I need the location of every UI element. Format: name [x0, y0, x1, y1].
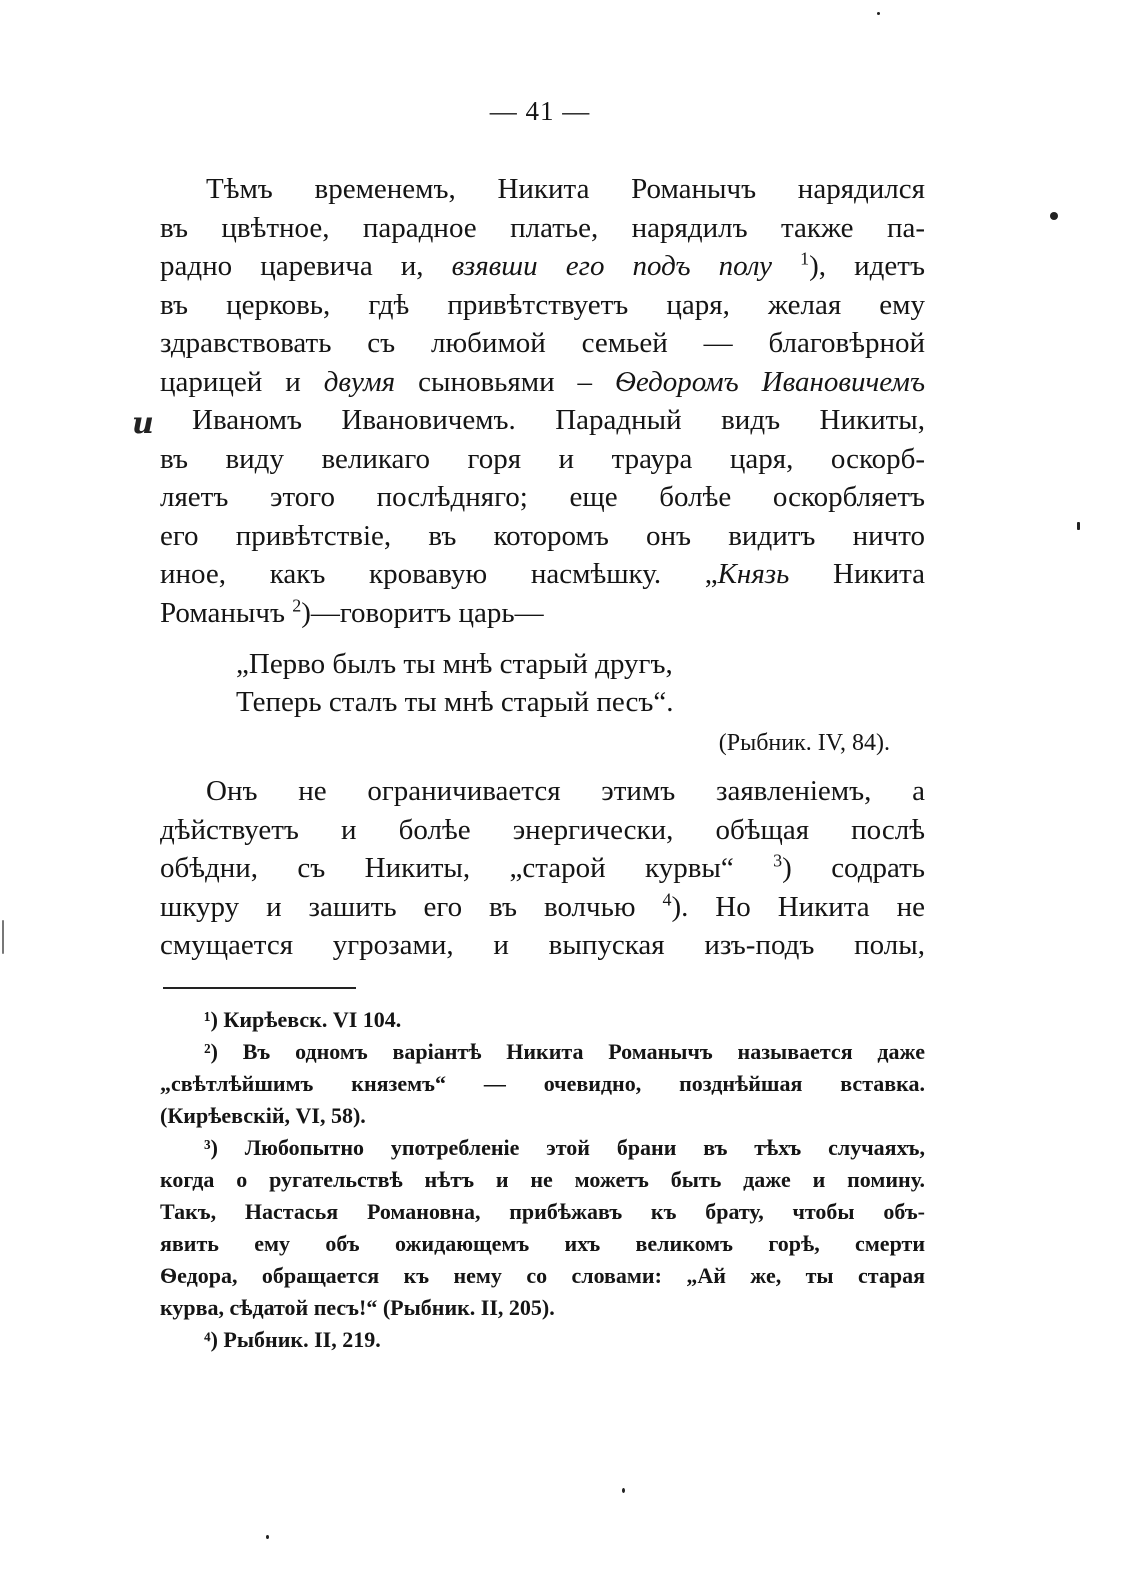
- scan-speck: [1050, 212, 1058, 220]
- footnote-2-line: (Кирѣевскій, VI, 58).: [160, 1103, 366, 1128]
- footnote-3-line: явить ему объ ожидающемъ ихъ великомъ горѣ, смерти: [160, 1231, 925, 1256]
- footnote-ref: 1: [800, 248, 810, 269]
- text-line: Тѣмъ временемъ, Никита Романычъ нарядился: [206, 173, 925, 205]
- italic-phrase: взявши его подъ полу: [451, 250, 773, 282]
- footnote-ref: 3: [773, 850, 783, 871]
- footnote-2-line: „свѣтлѣйшимъ княземъ“ — очевидно, позднѣйшая вставка.: [160, 1071, 925, 1096]
- text-line: въ виду великаго горя и траура царя, оскорб-: [160, 442, 925, 475]
- text-line: въ церковь, гдѣ привѣтствуетъ царя, желая ему: [160, 288, 925, 321]
- footnote-3-line: Ѳедора, обращается къ нему со словами: „Ай же, ты старая: [160, 1263, 925, 1288]
- footnote-3-line: Такъ, Настасья Романовна, прибѣжавъ къ брату, чтобы объ-: [160, 1199, 925, 1224]
- text-line: Онъ не ограничивается этимъ заявленіемъ, а: [206, 775, 925, 807]
- text-span: обѣдни, съ Никиты, „старой курвы“: [160, 852, 774, 884]
- italic-word: Князь: [717, 558, 790, 590]
- text-line: дѣйствуетъ и болѣе энергически, обѣщая послѣ: [160, 813, 925, 846]
- footnote-ref: 4: [662, 888, 672, 909]
- scan-edge-mark: [2, 920, 4, 954]
- footnote-rule: [163, 987, 356, 989]
- footnotes: [160, 1004, 925, 1356]
- text-line: смущается угрозами, и выпуская изъ-подъ полы,: [160, 929, 925, 961]
- text-span: царицей и: [160, 365, 324, 398]
- scan-speck: [877, 12, 880, 15]
- text-line: его привѣтствіе, въ которомъ онъ видитъ ничто: [160, 519, 925, 552]
- text-span: ). Но Никита не: [671, 890, 925, 923]
- paragraph-1: [160, 170, 925, 632]
- italic-name: Ѳедоромъ Ивановичемъ: [614, 365, 925, 398]
- verse-line: „Перво былъ ты мнѣ старый другъ,: [236, 648, 673, 680]
- text-line: [160, 888, 925, 927]
- text-span: шкуру и зашить его въ волчью: [160, 890, 663, 923]
- footnote-1: ¹) Кирѣевск. VI 104.: [204, 1007, 402, 1032]
- paragraph-2: [160, 772, 925, 965]
- text-line: здравствовать съ любимой семьей — благовѣрной: [160, 327, 925, 359]
- text-span: )—говоритъ царь—: [301, 596, 544, 629]
- footnote-4: ⁴) Рыбник. II, 219.: [204, 1327, 381, 1352]
- verse-source: (Рыбник. IV, 84).: [718, 730, 890, 756]
- footnote-2: ²) Въ одномъ варіантѣ Никита Романычъ называется даже: [204, 1039, 925, 1064]
- text-line: [160, 849, 925, 888]
- scan-speck: [1077, 522, 1080, 530]
- italic-word: двумя: [323, 365, 396, 398]
- footnote-ref: 2: [292, 594, 302, 615]
- text-span: ), идетъ: [809, 250, 925, 282]
- text-span: сыновьями –: [395, 365, 615, 398]
- text-span: ) содрать: [782, 852, 925, 884]
- footnote-3-line: курва, сѣдатой песъ!“ (Рыбник. II, 205).: [160, 1295, 555, 1320]
- text-span: Романычъ: [160, 596, 293, 629]
- footnote-3-line: когда о ругательствѣ нѣтъ и не можетъ быть даже и помину.: [160, 1167, 925, 1192]
- text-line: ляетъ этого послѣдняго; еще болѣе оскорбляетъ: [160, 481, 925, 513]
- page-number: — 41 —: [489, 96, 591, 126]
- text-span: радно царевича и,: [160, 250, 452, 282]
- scan-speck: [266, 1535, 269, 1539]
- text-line: [160, 594, 925, 633]
- footnote-3: ³) Любопытно употребленіе этой брани въ тѣхъ случаяхъ,: [204, 1135, 925, 1160]
- scan-speck: [622, 1488, 625, 1493]
- handwritten-insert: и: [132, 406, 154, 441]
- text-line: Иваномъ Ивановичемъ. Парадный видъ Никиты,: [192, 404, 925, 436]
- text-line: [160, 363, 925, 402]
- text-line: [160, 247, 925, 286]
- text-line: въ цвѣтное, парадное платье, нарядилъ также па-: [160, 211, 925, 244]
- text-line: [160, 555, 925, 594]
- verse-line: Теперь сталъ ты мнѣ старый песъ“.: [236, 686, 674, 718]
- verse-quote: [236, 645, 674, 721]
- text-span: иное, какъ кровавую насмѣшку. „: [160, 558, 718, 590]
- text-span: Никита: [789, 558, 925, 590]
